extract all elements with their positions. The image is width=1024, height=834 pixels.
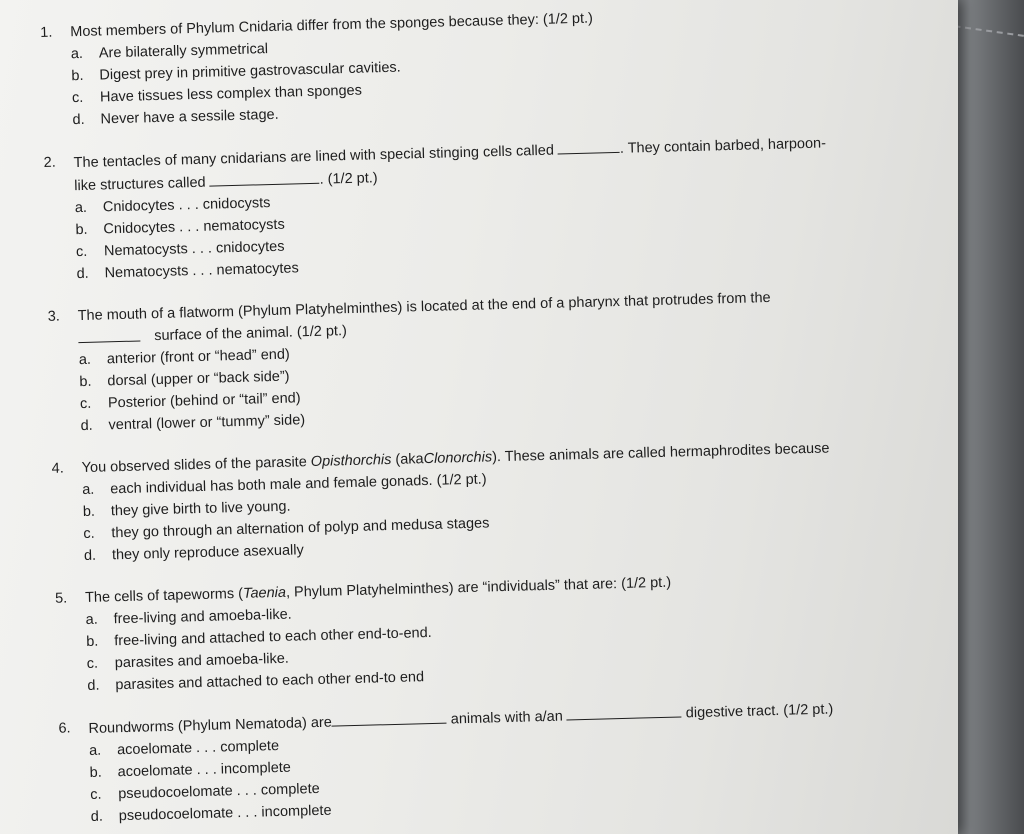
stem-part: Roundworms (Phylum Nematoda) are	[88, 714, 333, 737]
answer-blank[interactable]	[332, 708, 447, 727]
option-text: they give birth to live young.	[110, 498, 291, 520]
stem-part: digestive tract. (1/2 pt.)	[685, 701, 834, 722]
option-letter: b.	[75, 221, 88, 239]
option-text: Posterior (behind or “tail” end)	[107, 390, 301, 412]
option-letter: b.	[86, 633, 99, 650]
stem-part: (aka	[395, 451, 424, 468]
option-letter: a.	[78, 351, 92, 369]
option-letter: c.	[86, 655, 99, 672]
stem-italic: Opisthorchis	[310, 451, 392, 471]
option-letter: d.	[72, 111, 85, 129]
option-letter: a.	[70, 45, 84, 63]
option-letter: b.	[82, 503, 96, 521]
question-number: 6.	[58, 720, 71, 737]
question-number: 2.	[43, 154, 56, 171]
option-text: Cnidocytes . . . nematocysts	[103, 216, 285, 238]
question-number: 4.	[51, 460, 65, 477]
option-letter: c.	[79, 395, 92, 413]
stem-part: like structures called	[74, 174, 206, 195]
stem-part: surface of the animal. (1/2 pt.)	[154, 323, 348, 345]
question-number: 3.	[47, 308, 61, 325]
question-5	[55, 565, 938, 698]
answer-blank[interactable]	[78, 325, 140, 343]
question-stem: The mouth of a flatworm (Phylum Platyhelminthes) is located at the end of a pharynx that protrudes from the	[77, 289, 771, 325]
option-text: free-living and amoeba-like.	[113, 606, 292, 628]
stem-part: . They contain barbed, harpoon-	[619, 135, 827, 157]
option-letter: c.	[71, 89, 84, 107]
question-number: 5.	[54, 590, 68, 607]
option-text: parasites and amoeba-like.	[114, 650, 290, 672]
option-letter: a.	[88, 742, 102, 759]
option-text: each individual has both male and female gonads. (1/2 pt.)	[110, 471, 487, 498]
option-text: pseudocoelomate . . . complete	[118, 780, 320, 803]
question-6	[58, 695, 941, 829]
question-number: 1.	[40, 24, 53, 41]
stem-part: . (1/2 pt.)	[319, 170, 378, 188]
option-letter: d.	[76, 265, 89, 283]
question-3	[47, 283, 930, 438]
question-stem: Most members of Phylum Cnidaria differ from the sponges because they: (1/2 pt.)	[70, 10, 594, 41]
option-text: Have tissues less complex than sponges	[99, 82, 363, 106]
stem-italic: Taenia	[242, 584, 287, 602]
option-letter: d.	[80, 417, 93, 435]
option-letter: b.	[71, 67, 84, 85]
option-text: free-living and attached to each other end-to-end.	[114, 624, 432, 650]
stem-part: animals with a/an	[450, 708, 564, 728]
answer-blank[interactable]	[209, 168, 319, 187]
option-letter: a.	[85, 611, 98, 629]
option-text: pseudocoelomate . . . incomplete	[118, 802, 332, 825]
option-letter: b.	[89, 764, 102, 781]
option-text: anterior (front or “head” end)	[106, 346, 290, 368]
answer-blank[interactable]	[567, 701, 682, 720]
stem-part: , Phylum Platyhelminthes) are “individuals” that are: (1/2 pt.)	[285, 574, 672, 601]
option-text: Nematocysts . . . cnidocytes	[103, 238, 285, 260]
option-letter: d.	[83, 547, 97, 565]
question-2	[43, 129, 926, 286]
option-text: Are bilaterally symmetrical	[98, 41, 269, 62]
seat-stitching	[954, 25, 1024, 39]
option-text: Cnidocytes . . . cnidocysts	[102, 195, 271, 216]
option-text: Digest prey in primitive gastrovascular cavities.	[99, 59, 401, 84]
stem-part: The cells of tapeworms (	[84, 585, 244, 607]
option-text: parasites and attached to each other end-to end	[115, 669, 425, 694]
option-text: Never have a sessile stage.	[100, 106, 279, 128]
worksheet-content	[40, 0, 941, 834]
option-letter: d.	[87, 677, 100, 694]
option-text: acoelomate . . . complete	[116, 737, 280, 759]
stem-part: ). These animals are called hermaphrodites because	[491, 440, 830, 466]
option-letter: a.	[82, 481, 95, 499]
stem-part: You observed slides of the parasite	[81, 454, 307, 477]
stem-part: The tentacles of many cnidarians are lined with special stinging cells called	[73, 142, 555, 172]
option-letter: c.	[75, 243, 88, 261]
option-letter: c.	[83, 525, 95, 543]
option-text: they go through an alternation of polyp and medusa stages	[111, 515, 490, 542]
option-text: acoelomate . . . incomplete	[117, 759, 292, 781]
option-text: ventral (lower or “tummy” side)	[108, 412, 306, 434]
option-text: they only reproduce asexually	[111, 542, 304, 564]
question-4	[51, 435, 934, 568]
option-letter: d.	[90, 808, 104, 825]
question-1	[40, 0, 923, 132]
stem-italic: Clonorchis	[423, 449, 493, 468]
option-letter: b.	[79, 373, 92, 391]
option-text: Nematocysts . . . nematocytes	[104, 260, 299, 282]
answer-blank[interactable]	[558, 137, 620, 155]
option-letter: a.	[74, 199, 88, 217]
option-text: dorsal (upper or “back side”)	[107, 368, 290, 390]
option-letter: c.	[90, 786, 102, 803]
